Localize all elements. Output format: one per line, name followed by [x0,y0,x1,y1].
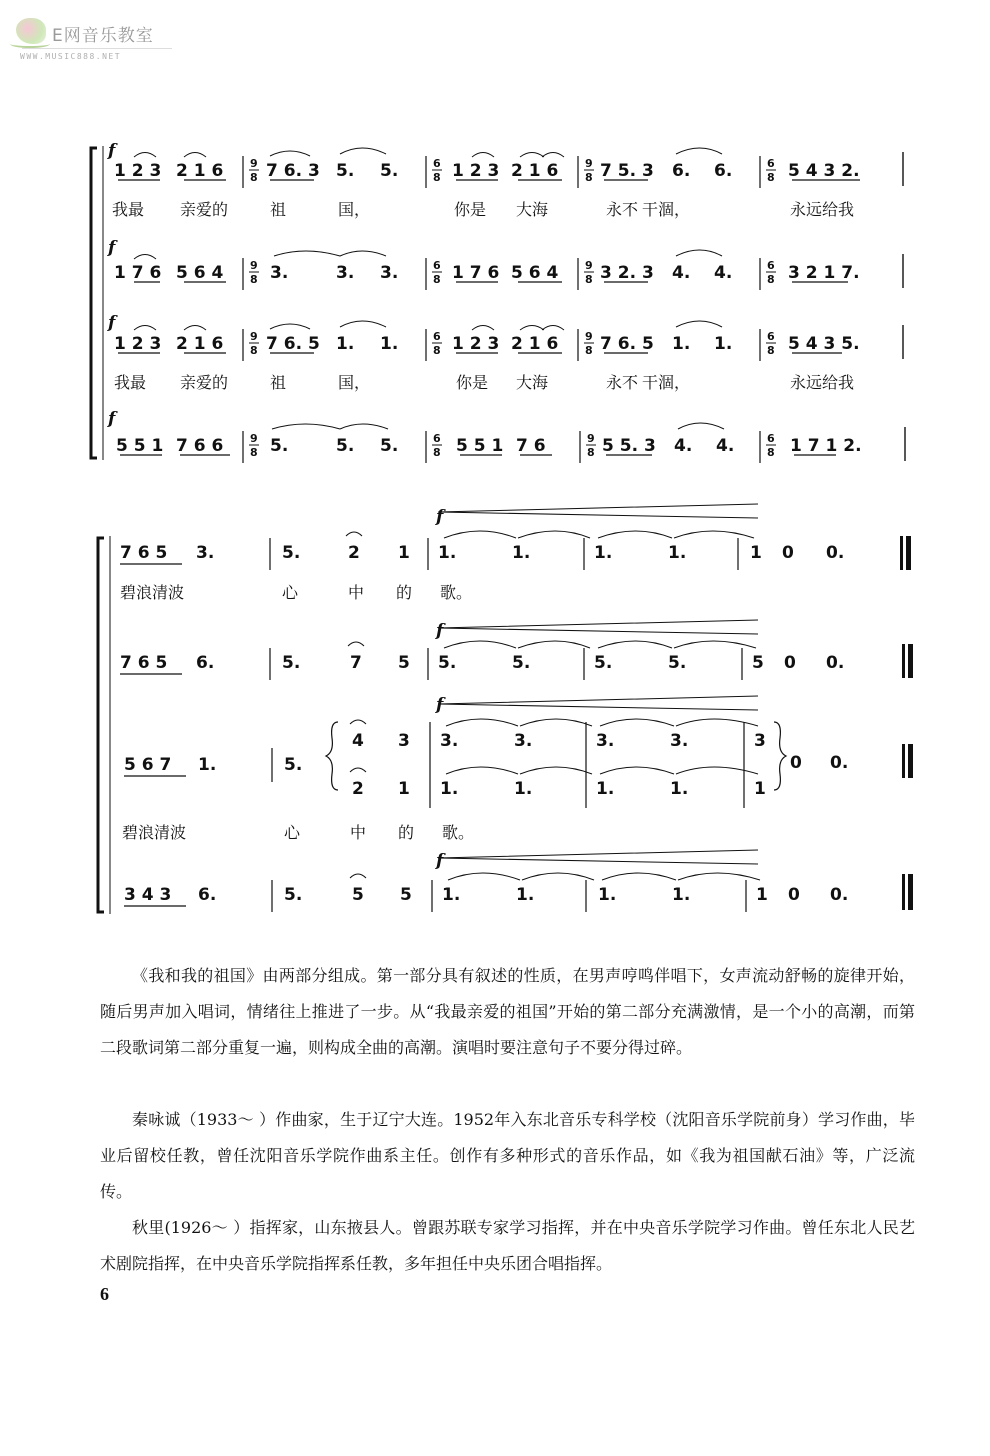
paragraph-conductor-bio: 秋里(1926～ ）指挥家，山东掖县人。曾跟苏联专家学习指挥，并在中央音乐学院学习作曲。曾任东北人民艺术剧院指挥，在中央音乐学院指挥系任教，多年担任中央乐团合唱指挥。 [100,1218,915,1273]
staff-1-soprano [114,148,903,188]
note: 4. [716,436,735,456]
time-signature: 6 [767,259,775,272]
note-group: 5 6 4 [176,263,224,283]
note: 1. [198,755,217,775]
note-bottom: 1 [398,779,410,799]
time-signature: 8 [767,446,775,459]
note-group: 1 2 3 [114,334,162,354]
lyric: 亲爱的 [180,200,229,219]
note-group: 1 7 1 2. [790,436,862,456]
ties-bottom [446,767,758,774]
note-group: 2 1 6 [176,161,224,181]
lyric: 碧浪清波 [120,583,185,602]
time-signature: 9 [250,330,258,343]
dynamic-f: f [108,409,116,429]
note: 1. [512,543,531,563]
note: 1 [756,885,768,905]
note: 6. [714,161,733,181]
dynamic-f: f [436,621,444,641]
lyric: 永远给我 [790,200,855,219]
time-signature: 8 [767,171,775,184]
dynamic-f: f [436,695,444,715]
note-top: 3 [398,731,410,751]
system-1 [91,141,905,463]
note: 0. [826,543,845,563]
note: 3. [270,263,289,283]
note: 1. [714,334,733,354]
note: 1. [594,543,613,563]
note: 5. [282,543,301,563]
note: 0. [826,653,845,673]
note-top: 3. [514,731,533,751]
note: 2 [348,543,360,563]
lyrics-line-1 [112,200,854,219]
note: 0. [830,885,849,905]
fermata [350,874,366,878]
dynamic-f: f [436,507,444,527]
note: 3. [336,263,355,283]
lyric: 心 [284,823,301,842]
paragraph-song-description: 《我和我的祖国》由两部分组成。第一部分具有叙述的性质，在男声哼鸣伴唱下，女声流动舒畅的旋律开始，随后男声加入唱词，情绪往上推进了一步。从“我最亲爱的祖国”开始的第二部分充满激情，是一个小的高潮，而第二段歌词第二部分重复一遍，则构成全曲的高潮。演唱时要注意句子不要分得过碎。 [100,966,915,1057]
time-signature: 6 [433,259,441,272]
note-top: 3 [754,731,766,751]
time-signature: 8 [587,446,595,459]
divisi-brace [326,722,338,790]
note-group: 1 2 3 [452,334,500,354]
note: 1. [668,543,687,563]
lyric: 永不 [606,200,639,219]
note-top: 3. [440,731,459,751]
note-group: 5 5 1 [116,436,164,456]
system-2-bracket [98,538,104,912]
time-signature: 9 [585,330,593,343]
note: 5. [438,653,457,673]
note: 7 [350,653,362,673]
note: 0 [782,543,794,563]
note: 5 [752,653,764,673]
note: 5. [380,436,399,456]
note-group: 1 7 6 [452,263,500,283]
note-group: 7 6 5 [120,543,168,563]
ties [448,873,760,880]
note: 4. [674,436,693,456]
note-group: 5 4 3 5. [788,334,860,354]
note-bottom: 1. [670,779,689,799]
site-name: E网音乐教室 [52,26,154,46]
note: 1 [750,543,762,563]
note: 5. [336,161,355,181]
note: 5. [512,653,531,673]
note: 1. [438,543,457,563]
note: 6. [672,161,691,181]
system-1-bracket [91,148,97,458]
final-barline [906,536,911,570]
lyric: 永不 [606,373,639,392]
note: 4. [714,263,733,283]
lyric: 的 [396,583,413,602]
lyric: 亲爱的 [180,373,229,392]
note-group: 3 2. 3 [600,263,654,283]
note: 5. [284,755,303,775]
lyric: 歌。 [440,583,473,602]
staff-4-bass [116,423,905,463]
ties-top [446,719,758,726]
note-group: 7 5. 3 [600,161,654,181]
lyrics-line-2-repeat [122,823,474,842]
dynamic-f: f [108,141,116,161]
time-signature: 6 [433,432,441,445]
final-barline [902,874,905,910]
note-group: 7 6. 5 [600,334,654,354]
time-signature: 6 [767,432,775,445]
lyrics-line-1-repeat [114,373,854,392]
staff-3-tenor [114,321,903,361]
note: 4. [672,263,691,283]
lyric: 歌。 [442,823,475,842]
note: 6. [198,885,217,905]
note: 1. [672,334,691,354]
note-group: 5 5 1 [456,436,504,456]
note: 5 [352,885,364,905]
note-group: 5 4 3 2. [788,161,860,181]
note-group: 3 4 3 [124,885,172,905]
note: 0 [788,885,800,905]
time-signature: 8 [767,344,775,357]
note-bottom: 1. [440,779,459,799]
lyric: 碧浪清波 [122,823,187,842]
time-signature: 9 [587,432,595,445]
lyric: 祖 [270,200,287,219]
final-barline [902,744,905,778]
note-group: 1 2 3 [114,161,162,181]
crescendo-hairpin [438,850,758,864]
note-bottom: 1. [514,779,533,799]
dynamic-f: f [436,851,444,871]
note-group: 2 1 6 [176,334,224,354]
lyric: 大海 [516,373,549,392]
lyric: 中 [350,823,367,842]
note: 5. [668,653,687,673]
time-signature: 8 [433,446,441,459]
final-barline [908,874,913,910]
note: 5. [380,161,399,181]
note: 0 [784,653,796,673]
lyric: 干涸， [642,373,691,392]
lyric: 心 [282,583,299,602]
time-signature: 9 [250,432,258,445]
lyric: 干涸， [642,200,691,219]
final-barline [908,644,913,678]
dynamic-f: f [108,313,116,333]
time-signature: 6 [767,330,775,343]
note-group: 5 5. 3 [602,436,656,456]
note: 1. [442,885,461,905]
time-signature: 8 [250,171,258,184]
lyric: 我最 [114,373,147,392]
ties [444,531,754,538]
note: 1 [398,543,410,563]
lyrics-line-2 [120,583,472,602]
time-signature: 8 [585,273,593,286]
note-group: 5 6 4 [511,263,559,283]
staff-1-soprano [120,531,911,570]
final-barline [902,644,905,678]
note: 5 [400,885,412,905]
note-top: 4 [352,731,364,751]
note: 5. [270,436,289,456]
note-group: 7 6. 3 [266,161,320,181]
note-group: 5 6 7 [124,755,172,775]
site-url: WWW.MUSIC888.NET [20,52,122,61]
lyric: 国， [338,373,371,392]
lyric: 的 [398,823,415,842]
lyric: 大海 [516,200,549,219]
note-group: 7 6. 5 [266,334,320,354]
ties [444,641,756,648]
note-group: 2 1 6 [511,334,559,354]
final-barline [908,744,913,778]
staff-4-bass [124,873,913,912]
note-top: 3. [596,731,615,751]
note: 3. [196,543,215,563]
slurs [134,148,722,157]
slurs [272,423,724,429]
final-barline [900,536,903,570]
note-bottom: 1. [596,779,615,799]
time-signature: 8 [433,273,441,286]
lyric: 国， [338,200,371,219]
crescendo-hairpin [438,696,758,710]
divisi-brace-close [774,722,786,790]
staff-3-tenor-divisi [124,719,913,808]
note-group: 7 6 5 [120,653,168,673]
time-signature: 9 [250,259,258,272]
note: 5. [594,653,613,673]
note: 5 [398,653,410,673]
time-signature: 8 [767,273,775,286]
note-group: 7 6 6 [176,436,224,456]
note-group: 1 2 3 [452,161,500,181]
time-signature: 6 [767,157,775,170]
time-signature: 9 [585,157,593,170]
fermata [348,642,364,646]
time-signature: 8 [585,344,593,357]
time-signature: 6 [433,330,441,343]
time-signature: 8 [250,273,258,286]
time-signature: 9 [250,157,258,170]
system-2 [98,504,913,914]
note-group: 7 6 [516,436,546,456]
note: 0. [830,753,849,773]
note: 1. [336,334,355,354]
staff-2-alto [114,250,903,290]
note: 5. [284,885,303,905]
time-signature: 8 [585,171,593,184]
time-signature: 8 [250,446,258,459]
note: 5. [336,436,355,456]
time-signature: 8 [250,344,258,357]
slurs [134,321,722,330]
slurs [134,250,722,259]
page-number: 6 [100,1284,109,1304]
lyric: 祖 [270,373,287,392]
note: 1. [672,885,691,905]
note-group: 2 1 6 [511,161,559,181]
note: 6. [196,653,215,673]
note-top: 3. [670,731,689,751]
note-group: 1 7 6 [114,263,162,283]
fermata [346,532,362,536]
paragraph-composer-bio: 秦咏诚（1933～ ）作曲家，生于辽宁大连。1952年入东北音乐专科学校（沈阳音乐学院前身）学习作曲，毕业后留校任教，曾任沈阳音乐学院作曲系主任。创作有多种形式的音乐作品，如《我为祖国献石油》等，广泛流传。 [100,1110,915,1201]
time-signature: 8 [433,171,441,184]
dynamic-f: f [108,238,116,258]
lyric: 你是 [454,200,487,219]
note: 1. [598,885,617,905]
time-signature: 8 [433,344,441,357]
note: 3. [380,263,399,283]
note-bottom: 1 [754,779,766,799]
note-bottom: 2 [352,779,364,799]
note-group: 3 2 1 7. [788,263,860,283]
note: 0 [790,753,802,773]
lyric: 永远给我 [790,373,855,392]
time-signature: 9 [585,259,593,272]
note: 1. [380,334,399,354]
lyric: 我最 [112,200,145,219]
crescendo-hairpin [438,504,758,518]
lyric: 你是 [456,373,489,392]
crescendo-hairpin [438,620,758,634]
note: 5. [282,653,301,673]
lyric: 中 [348,583,365,602]
staff-2-alto [120,641,913,680]
note: 1. [516,885,535,905]
time-signature: 6 [433,157,441,170]
